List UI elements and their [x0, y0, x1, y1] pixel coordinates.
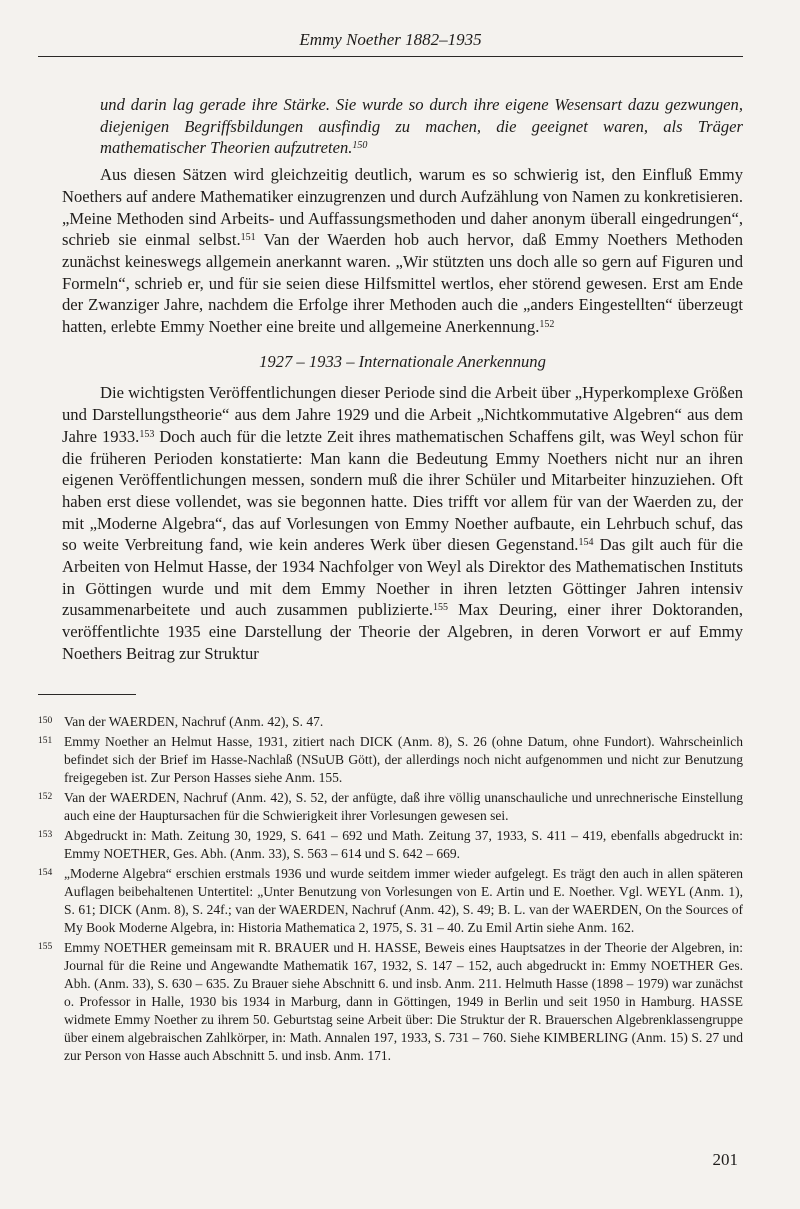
footnote-text: Van der WAERDEN, Nachruf (Anm. 42), S. 47.: [64, 714, 324, 729]
paragraph-text: Max Deuring, einer ihrer Doktoranden, veröffentlichte 1935 eine Darstellung der Theorie der Algebren, in deren Vorwort er auf Emmy Noethers Beitrag zur Struktur: [62, 600, 744, 663]
footnote-text: Emmy Noether an Helmut Hasse, 1931, zitiert nach DICK (Anm. 8), S. 26 (ohne Datum, ohne Fundort). Wahrscheinlich befindet sich der Brief im Hasse-Nachlaß (NSuUB Gött), der allerdings noch nicht aufgenommen und nicht zur Benutzung freigegeben ist. Zur Person Hasses siehe Anm. 155.: [64, 734, 743, 785]
page-number: 201: [712, 1150, 738, 1169]
footnote-ref-152[interactable]: 152: [539, 319, 555, 331]
footnote-ref-154[interactable]: 154: [578, 537, 594, 549]
footnote: [38, 939, 743, 1065]
paragraph-text: Van der Waerden hob auch hervor, daß Emmy Noethers Methoden zunächst keineswegs allgemein anerkannt waren. „Wir stützten uns doch alle so gern auf Figuren und Formeln“, schrieb er, und für sie seien diese Hilfsmittel wertlos, eher störend gewesen. Erst am Ende der Zwanziger Jahre, nachdem die Erfolge ihrer Methoden auch die „anders Eingestellten“ überzeugt hatten, erlebte Emmy Noether eine breite und allgemeine Anerkennung.: [62, 230, 743, 337]
footnote-number: 151: [38, 736, 53, 746]
footnote-separator: [38, 694, 136, 695]
block-quote: [62, 94, 743, 159]
footnote-text: Abgedruckt in: Math. Zeitung 30, 1929, S. 641 – 692 und Math. Zeitung 37, 1933, S. 411 – 419, ebenfalls abgedruckt in: Emmy NOETHER, Ges. Abh. (Anm. 33), S. 563 – 614 und S. 642 – 669.: [64, 828, 743, 861]
paragraph-influence: [62, 164, 743, 338]
footnote-number: 153: [38, 830, 53, 840]
section-heading: 1927 – 1933 – Internationale Anerkennung: [259, 351, 546, 371]
footnote-number: 154: [38, 868, 53, 878]
quote-text: und darin lag gerade ihre Stärke. Sie wurde so durch ihre eigene Wesensart dazu gezwungen, diejenigen Begriffsbildungen ausfindig zu machen, die geeignet waren, als Träger mathematischer Theorien aufzutreten.: [100, 95, 743, 158]
running-head: Emmy Noether 1882–1935: [38, 30, 743, 57]
footnotes: [38, 713, 743, 1067]
footnote: [38, 733, 743, 787]
footnote-text: Van der WAERDEN, Nachruf (Anm. 42), S. 52, der anfügte, daß ihre völlig unanschauliche und unrechnerische Einstellung auch eine der Hauptursachen für die Schwierigkeit ihrer Vorlesungen gewesen sei.: [64, 790, 743, 823]
paragraph-text: Das gilt auch für die Arbeiten von Helmut Hasse, der 1934 Nachfolger von Weyl als Direktor des Mathematischen Instituts in Göttingen wurde und mit dem Emmy Noether in ihren letzten Göttinger Jahren intensiv zusammenarbeitete und auch zusammen publizierte.: [62, 535, 744, 620]
footnote-ref-155[interactable]: 155: [433, 602, 448, 614]
paragraph-recognition: [62, 382, 743, 664]
footnote-ref-153[interactable]: 153: [139, 428, 155, 440]
footnote-number: 152: [38, 792, 53, 802]
footnote-number: 150: [38, 716, 53, 726]
paragraph-text: Die wichtigsten Veröffentlichungen dieser Periode sind die Arbeit über „Hyperkomplexe Größen und Darstellungstheorie“ aus dem Jahre 1929 und die Arbeit „Nichtkommutative Algebren“ aus dem Jahre 1933.: [62, 383, 743, 446]
footnote-ref-151[interactable]: 151: [240, 232, 256, 244]
footnote-ref-150[interactable]: 150: [352, 140, 368, 152]
footnote-text: Emmy NOETHER gemeinsam mit R. BRAUER und H. HASSE, Beweis eines Hauptsatzes in der Theorie der Algebren, in: Journal für die Reine und Angewandte Mathematik 167, 1932, S. 147 – 152, auch abgedruckt in: Emmy NOETHER Ges. Abh. (Anm. 33), S. 630 – 635. Zu Brauer siehe Abschnitt 6. und insb. Anm. 211. Helmuth Hasse (1898 – 1979) war zunächst o. Professor in Halle, 1930 bis 1934 in Marburg, dann in Göttingen, 1949 in Berlin und seit 1950 in Hamburg. HASSE widmete Emmy Noether zu ihrem 50. Geburtstag seine Arbeit über: Die Struktur der R. Brauerschen Algebrenklassengruppe über einem algebraischen Zahlkörper, in: Math. Annalen 197, 1933, S. 731 – 760. Siehe KIMBERLING (Anm. 15) S. 27 und zur Person von Hasse auch Abschnitt 5. und insb. Anm. 171.: [64, 940, 743, 1063]
paragraph-text: Aus diesen Sätzen wird gleichzeitig deutlich, warum es so schwierig ist, den Einfluß Emmy Noethers auf andere Mathematiker einzugrenzen und durch Aufzählung von Namen zu konkretisieren. „Meine Methoden sind Arbeits- und Auffassungsmethoden und daher anonym überall eingedrungen“, schrieb sie einmal selbst.: [62, 165, 743, 250]
footnote-text: „Moderne Algebra“ erschien erstmals 1936 und wurde seitdem immer wieder aufgelegt. Es trägt den auch in allen späteren Auflagen beibehaltenen Untertitel: „Unter Benutzung von Vorlesungen von E. Artin und E. Noether. Vgl. WEYL (Anm. 1), S. 61; DICK (Anm. 8), S. 24f.; van der WAERDEN, Nachruf (Anm. 42), S. 49; B. L. van der WAERDEN, On the Sources of My Book Moderne Algebra, in: Historia Mathematica 2, 1975, S. 31 – 40. Zu Emil Artin siehe Anm. 162.: [64, 866, 743, 935]
main-text: [62, 94, 743, 665]
footnote: [38, 789, 743, 825]
footnote-number: 155: [38, 942, 53, 952]
footnote: [38, 865, 743, 937]
footnote: [38, 827, 743, 863]
footnote: [38, 713, 743, 731]
paragraph-text: Doch auch für die letzte Zeit ihres mathematischen Schaffens gilt, was Weyl schon für die früheren Perioden konstatierte: Man kann die Bedeutung Emmy Noethers nicht nur an ihren eigenen Veröffentlichungen messen, sondern muß die ihrer Schüler und Mitarbeiter hinzuziehen. Oft haben erst diese vollendet, was sie begonnen hatte. Dies trifft vor allem für van der Waerden zu, der mit „Moderne Algebra“, das auf Vorlesungen von Emmy Noether aufbaute, ein Lehrbuch schuf, das so weite Verbreitung fand, wie kein anderes Werk über diesen Gegenstand.: [62, 426, 743, 555]
